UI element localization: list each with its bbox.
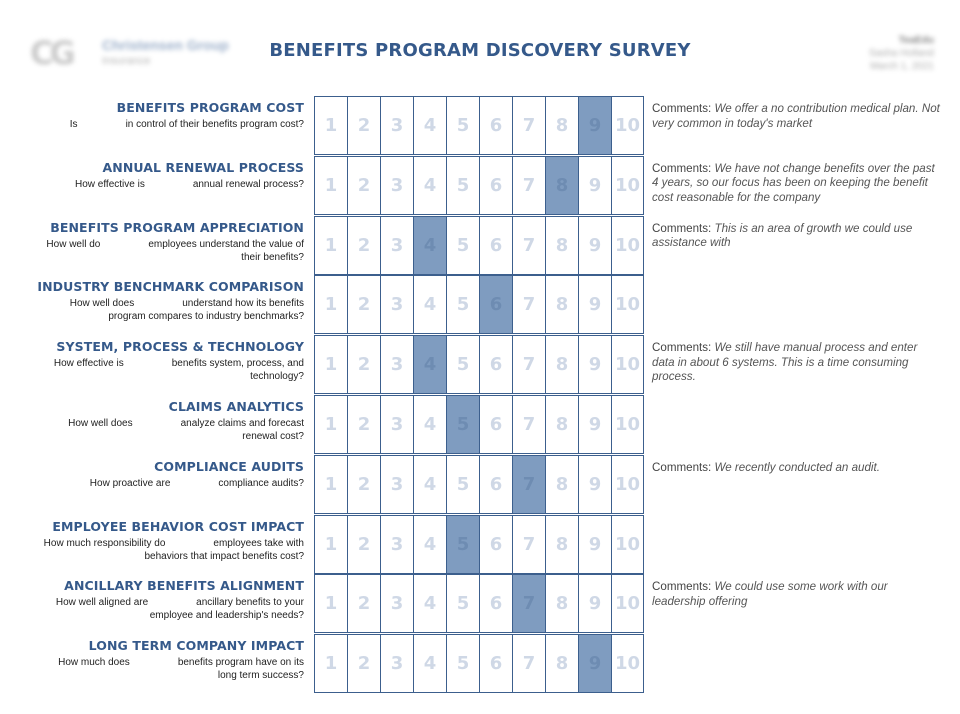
rating-cell[interactable]: 10 <box>611 276 644 333</box>
rating-cell-selected[interactable]: 7 <box>512 456 545 513</box>
rating-cell[interactable]: 6 <box>479 396 512 453</box>
question-text-part: ancillary benefits to your <box>196 597 304 609</box>
question-title: BENEFITS PROGRAM APPRECIATION <box>50 219 304 235</box>
question-text <box>20 477 304 490</box>
rating-cell-selected[interactable]: 9 <box>578 97 611 154</box>
rating-cell[interactable]: 3 <box>380 336 413 393</box>
rating-cell[interactable]: 8 <box>545 456 578 513</box>
question-title: ANCILLARY BENEFITS ALIGNMENT <box>64 578 304 594</box>
question-block <box>20 160 304 191</box>
rating-cell-selected[interactable]: 5 <box>446 396 479 453</box>
question-title: SYSTEM, PROCESS & TECHNOLOGY <box>56 339 304 355</box>
page-header <box>0 0 960 90</box>
question-title: EMPLOYEE BEHAVIOR COST IMPACT <box>52 518 304 534</box>
question-title: LONG TERM COMPANY IMPACT <box>88 638 304 654</box>
comment-text: We still have manual process and enter data in about 6 systems. This is a time consuming process. <box>652 341 918 384</box>
rating-scale <box>314 634 644 693</box>
question-title: BENEFITS PROGRAM COST <box>116 100 304 115</box>
rating-cell[interactable]: 1 <box>314 456 347 513</box>
rating-cell[interactable]: 1 <box>314 396 347 453</box>
rating-cell[interactable]: 1 <box>314 157 347 214</box>
rating-cell[interactable]: 10 <box>611 336 644 393</box>
rating-cell[interactable]: 2 <box>347 157 380 214</box>
rating-cell-selected[interactable]: 9 <box>578 635 611 692</box>
rating-cell[interactable]: 7 <box>512 276 545 333</box>
question-text-part: renewal cost? <box>242 431 304 442</box>
rating-cell[interactable]: 6 <box>479 575 512 632</box>
rating-cell[interactable]: 1 <box>314 336 347 393</box>
rating-cell[interactable]: 5 <box>446 336 479 393</box>
question-text <box>20 357 304 383</box>
rating-cell[interactable]: 8 <box>545 396 578 453</box>
rating-cell[interactable]: 1 <box>314 575 347 632</box>
rating-scale <box>314 335 644 394</box>
rating-cell[interactable]: 6 <box>479 635 512 692</box>
rating-cell[interactable]: 10 <box>611 516 644 573</box>
comment <box>652 580 942 609</box>
rating-cell[interactable]: 5 <box>446 575 479 632</box>
question-text-part: How effective is <box>74 178 145 190</box>
client-date: March 1, 2021 <box>870 61 934 72</box>
question-title: ANNUAL RENEWAL PROCESS <box>102 159 304 175</box>
logo-subtitle: Insurance <box>102 55 151 67</box>
comment <box>652 341 942 385</box>
rating-cell[interactable]: 3 <box>380 575 413 632</box>
rating-cell[interactable]: 1 <box>314 97 347 154</box>
comment-label: Comments: <box>652 460 712 474</box>
page-title: BENEFITS PROGRAM DISCOVERY SURVEY <box>269 40 691 61</box>
question-block <box>20 638 304 682</box>
rating-cell[interactable]: 1 <box>314 516 347 573</box>
rating-cell[interactable]: 9 <box>578 456 611 513</box>
rating-cell[interactable]: 2 <box>347 276 380 333</box>
rating-scale <box>314 275 644 334</box>
rating-cell[interactable]: 10 <box>611 635 644 692</box>
comment-label: Comments: <box>652 580 712 594</box>
question-text <box>20 656 304 682</box>
rating-cell[interactable]: 7 <box>512 516 545 573</box>
rating-cell[interactable]: 1 <box>314 217 347 274</box>
rating-cell[interactable]: 10 <box>611 217 644 274</box>
survey-row <box>0 395 960 454</box>
question-block <box>20 459 304 490</box>
question-text-part: How effective is <box>53 358 124 370</box>
question-text <box>20 596 304 622</box>
rating-cell[interactable]: 4 <box>413 276 446 333</box>
rating-cell[interactable]: 4 <box>413 157 446 214</box>
rating-cell[interactable]: 5 <box>446 217 479 274</box>
rating-cell[interactable]: 10 <box>611 456 644 513</box>
rating-cell[interactable]: 9 <box>578 336 611 393</box>
survey-row <box>0 455 960 514</box>
rating-cell[interactable]: 8 <box>545 217 578 274</box>
rating-cell[interactable]: 7 <box>512 635 545 692</box>
question-title: INDUSTRY BENCHMARK COMPARISON <box>37 279 304 295</box>
rating-cell[interactable]: 3 <box>380 396 413 453</box>
rating-cell[interactable]: 6 <box>479 456 512 513</box>
rating-cell[interactable]: 9 <box>578 157 611 214</box>
comment <box>652 461 942 476</box>
question-text-part: program compares to industry benchmarks? <box>108 311 304 323</box>
survey-row <box>0 515 960 574</box>
survey-row <box>0 335 960 394</box>
rating-scale <box>314 96 644 155</box>
question-text <box>20 238 304 264</box>
rating-cell[interactable]: 3 <box>380 157 413 214</box>
comment-label: Comments: <box>652 161 712 175</box>
rating-cell[interactable]: 9 <box>578 575 611 632</box>
rating-scale <box>314 395 644 454</box>
rating-cell[interactable]: 8 <box>545 635 578 692</box>
question-text-part: annual renewal process? <box>192 178 304 190</box>
rating-cell[interactable]: 3 <box>380 635 413 692</box>
comment-text: This is an area of growth we could use assistance with <box>652 221 913 250</box>
survey-row <box>0 96 960 155</box>
rating-cell[interactable]: 10 <box>611 575 644 632</box>
rating-cell[interactable]: 10 <box>611 396 644 453</box>
rating-cell-selected[interactable]: 5 <box>446 516 479 573</box>
question-title: COMPLIANCE AUDITS <box>154 458 304 474</box>
rating-scale <box>314 455 644 514</box>
rating-cell[interactable]: 8 <box>545 575 578 632</box>
survey-row <box>0 634 960 693</box>
rating-cell[interactable]: 2 <box>347 516 380 573</box>
comment-label: Comments: <box>652 341 712 355</box>
rating-cell[interactable]: 2 <box>347 217 380 274</box>
comment-text: We offer a no contribution medical plan. Not very common in today's market <box>652 102 940 130</box>
question-text-part: employees understand the value of <box>148 238 304 250</box>
question-block <box>20 279 304 323</box>
question-text-part: benefits program have on its <box>177 657 304 669</box>
rating-cell[interactable]: 4 <box>413 635 446 692</box>
rating-cell[interactable]: 7 <box>512 396 545 453</box>
rating-cell-selected[interactable]: 7 <box>512 575 545 632</box>
question-text-part: How well aligned are <box>55 597 149 609</box>
rating-cell[interactable]: 8 <box>545 516 578 573</box>
question-text-part: long term success? <box>217 670 304 682</box>
question-text <box>20 178 304 191</box>
question-block <box>20 220 304 264</box>
rating-cell[interactable]: 4 <box>413 516 446 573</box>
rating-cell[interactable]: 4 <box>413 97 446 154</box>
question-text-part: behaviors that impact benefits cost? <box>144 550 304 562</box>
rating-cell[interactable]: 2 <box>347 97 380 154</box>
rating-cell[interactable]: 3 <box>380 217 413 274</box>
rating-cell[interactable]: 6 <box>479 516 512 573</box>
question-text-part: understand how its benefits <box>182 298 304 310</box>
survey-row <box>0 216 960 275</box>
rating-cell[interactable]: 10 <box>611 157 644 214</box>
client-info <box>869 34 934 73</box>
rating-cell[interactable]: 9 <box>578 276 611 333</box>
rating-cell[interactable]: 10 <box>611 97 644 154</box>
question-text-part: compliance audits? <box>218 477 304 489</box>
logo-name: Christensen Group <box>102 37 229 53</box>
client-name: TeaEdu <box>898 35 934 46</box>
question-block <box>20 578 304 622</box>
question-text-part: How well does <box>69 298 135 310</box>
rating-cell[interactable]: 2 <box>347 336 380 393</box>
question-text-part: employee and leadership's needs? <box>149 610 304 622</box>
comment <box>652 222 942 251</box>
rating-cell[interactable]: 9 <box>578 217 611 274</box>
rating-cell[interactable]: 5 <box>446 157 479 214</box>
rating-cell[interactable]: 6 <box>479 97 512 154</box>
rating-cell[interactable]: 4 <box>413 575 446 632</box>
question-title: CLAIMS ANALYTICS <box>168 399 304 414</box>
question-text-part: How proactive are <box>89 477 171 489</box>
rating-cell[interactable]: 5 <box>446 456 479 513</box>
rating-cell[interactable]: 7 <box>512 336 545 393</box>
rating-scale <box>314 574 644 633</box>
rating-cell[interactable]: 8 <box>545 97 578 154</box>
question-text <box>20 297 304 323</box>
question-text-part: How well does <box>68 418 133 429</box>
rating-cell[interactable]: 6 <box>479 217 512 274</box>
rating-cell[interactable]: 2 <box>347 456 380 513</box>
comment-text: We have not change benefits over the past 4 years, so our focus has been on keeping the benefit cost reasonable for the company <box>652 161 935 204</box>
survey-row <box>0 156 960 215</box>
rating-cell-selected[interactable]: 6 <box>479 276 512 333</box>
rating-cell[interactable]: 9 <box>578 516 611 573</box>
rating-cell[interactable]: 5 <box>446 97 479 154</box>
rating-cell[interactable]: 1 <box>314 635 347 692</box>
question-text-part: in control of their benefits program cost? <box>125 119 304 130</box>
question-block <box>20 100 304 131</box>
question-text-part: their benefits? <box>241 251 304 263</box>
rating-cell[interactable]: 3 <box>380 456 413 513</box>
question-block <box>20 339 304 383</box>
question-block <box>20 519 304 563</box>
rating-cell[interactable]: 6 <box>479 336 512 393</box>
question-text-part: How much does <box>58 657 130 669</box>
rating-cell[interactable]: 5 <box>446 635 479 692</box>
rating-cell-selected[interactable]: 8 <box>545 157 578 214</box>
rating-cell[interactable]: 8 <box>545 276 578 333</box>
survey-row <box>0 574 960 633</box>
question-text <box>20 118 304 131</box>
question-text-part: Is <box>69 119 78 130</box>
rating-cell[interactable]: 3 <box>380 97 413 154</box>
logo-mark: CG <box>30 34 72 72</box>
question-text-part: How well do <box>46 238 101 250</box>
rating-cell[interactable]: 1 <box>314 276 347 333</box>
question-text <box>20 417 304 443</box>
question-text-part: technology? <box>250 371 304 383</box>
comment <box>652 102 942 131</box>
question-text-part: benefits system, process, and <box>171 358 304 370</box>
rating-scale <box>314 216 644 275</box>
comment-text: We could use some work with our leadership offering <box>652 580 888 608</box>
question-text-part: How much responsibility do <box>43 537 166 549</box>
rating-cell[interactable]: 7 <box>512 97 545 154</box>
rating-cell[interactable]: 7 <box>512 157 545 214</box>
rating-cell[interactable]: 4 <box>413 396 446 453</box>
question-text-part: analyze claims and forecast <box>180 418 304 429</box>
rating-cell[interactable]: 6 <box>479 157 512 214</box>
rating-cell[interactable]: 8 <box>545 336 578 393</box>
rating-cell[interactable]: 7 <box>512 217 545 274</box>
rating-cell[interactable]: 5 <box>446 276 479 333</box>
question-block <box>20 399 304 443</box>
question-text <box>20 537 304 563</box>
rating-scale <box>314 156 644 215</box>
rating-scale <box>314 515 644 574</box>
survey-row <box>0 275 960 334</box>
client-contact: Sasha Holland <box>868 48 934 59</box>
question-text-part: employees take with <box>213 537 304 549</box>
rating-cell[interactable]: 2 <box>347 635 380 692</box>
comment <box>652 162 942 206</box>
rating-cell[interactable]: 3 <box>380 276 413 333</box>
rating-cell-selected[interactable]: 4 <box>413 336 446 393</box>
comment-text: We recently conducted an audit. <box>714 460 880 474</box>
comment-label: Comments: <box>652 102 712 115</box>
rating-cell[interactable]: 4 <box>413 456 446 513</box>
rating-cell[interactable]: 2 <box>347 575 380 632</box>
rating-cell[interactable]: 9 <box>578 396 611 453</box>
comment-label: Comments: <box>652 221 712 235</box>
rating-cell[interactable]: 2 <box>347 396 380 453</box>
rating-cell[interactable]: 3 <box>380 516 413 573</box>
rating-cell-selected[interactable]: 4 <box>413 217 446 274</box>
